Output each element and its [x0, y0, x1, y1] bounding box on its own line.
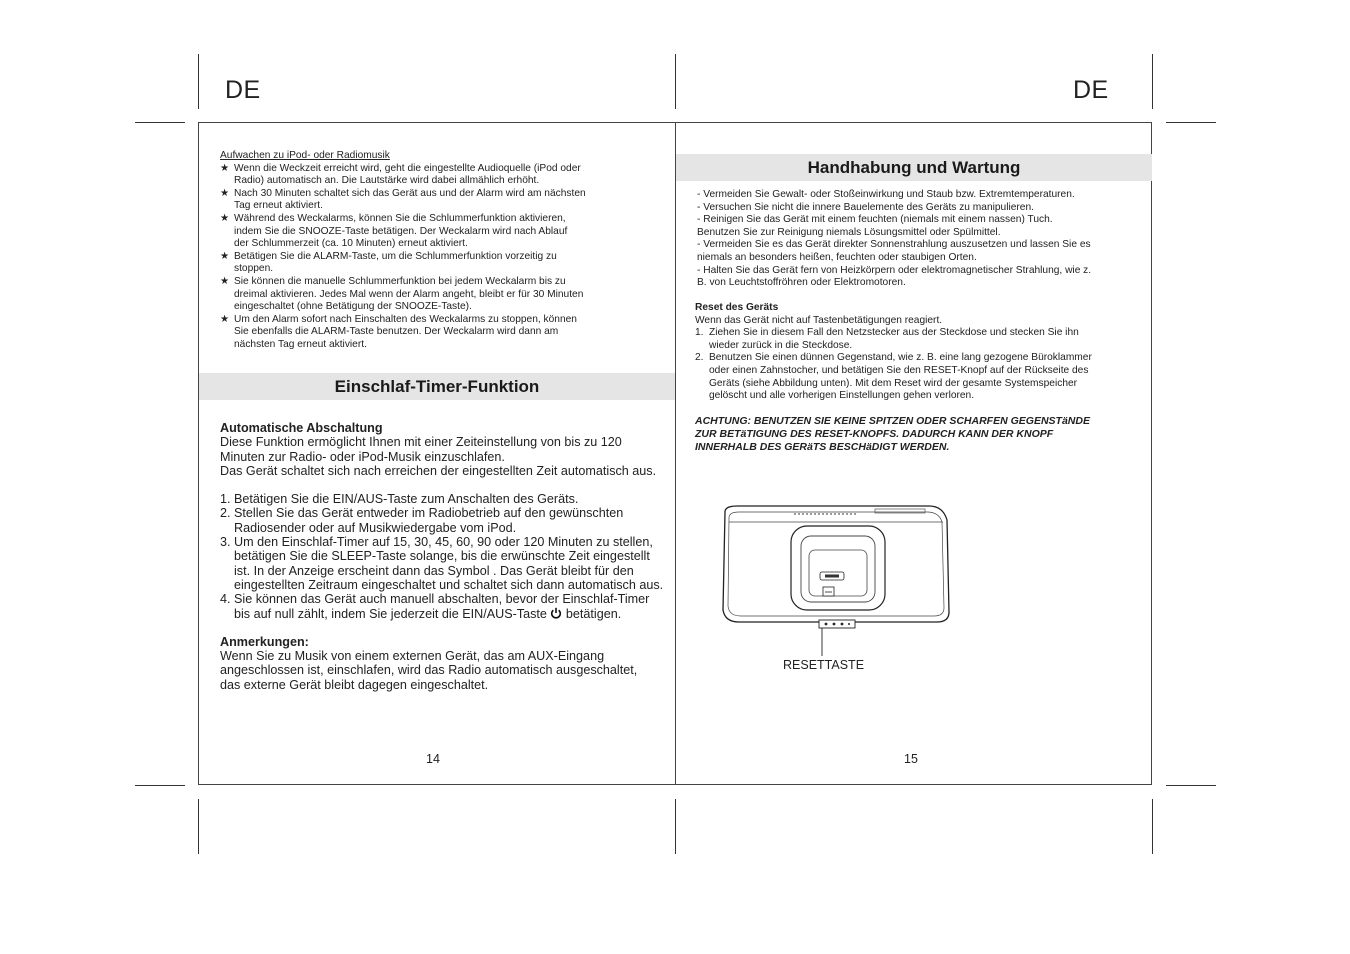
list-item: - Reinigen Sie das Gerät mit einem feuchten (niemals mit einem nassen) Tuch. Benutzen Sie zur Reinigung niemals Lösungsmittel oder Spülmittel.: [697, 214, 1053, 238]
figure-label: RESETTASTE: [783, 658, 865, 672]
list-item: 1. Ziehen Sie in diesem Fall den Netzstecker aus der Steckdose und stecken Sie ihn wieder zurück in die Steckdose.: [695, 327, 1079, 351]
crop-mark: [1152, 54, 1153, 109]
star-bullet-icon: ★: [220, 212, 230, 224]
list-item: 1. Betätigen Sie die EIN/AUS-Taste zum Anschalten des Geräts.: [220, 492, 579, 507]
power-icon: [550, 607, 562, 619]
page-number-right: 15: [904, 752, 918, 766]
list-item: ★ Sie können die manuelle Schlummerfunktion bei jedem Weckalarm bis zu dreimal aktivieren. Jedes Mal wenn der Alarm angeht, bleibt er für 30 Minuten eingeschaltet (ohne Betätigung der SNOOZE-Taste).: [220, 275, 584, 313]
crop-mark: [198, 799, 199, 854]
crop-mark: [1152, 799, 1153, 854]
star-bullet-icon: ★: [220, 162, 230, 174]
section-heading-care: Handhabung und Wartung: [676, 154, 1152, 181]
crop-mark: [135, 785, 185, 786]
warning-text: ACHTUNG: BENUTZEN SIE KEINE SPITZEN ODER SCHARFEN GEGENSTäNDE ZUR BETäTIGUNG DES RESET-KNOPFS. DADURCH KANN DER KNOPF INNERHALB DES GERäTS BESCHäDIGT WERDEN.: [695, 415, 1090, 453]
list-item: ★ Wenn die Weckzeit erreicht wird, geht die eingestellte Audioquelle (iPod oder Radio) automatisch an. Die Lautstärke wird dabei allmählich erhöht.: [220, 162, 581, 187]
reset-title: Reset des Geräts: [695, 302, 779, 313]
docking-speaker-illustration: [715, 500, 955, 660]
crop-mark: [675, 54, 676, 109]
star-bullet-icon: ★: [220, 313, 230, 325]
notes-title: Anmerkungen:: [220, 634, 309, 649]
list-item: ★ Während des Weckalarms, können Sie die Schlummerfunktion aktivieren, indem Sie die SNOOZE-Taste betätigen. Der Weckalarm wird nach Ablauf der Schlummerzeit (ca. 10 Minuten) erneut aktiviert.: [220, 212, 568, 250]
crop-mark: [1166, 122, 1216, 123]
list-item: 2. Benutzen Sie einen dünnen Gegenstand, wie z. B. eine lang gezogene Büroklammer oder einen Zahnstocher, und betätigen Sie den RESET-Knopf auf der Rückseite des Geräts (siehe Abbildung unten). Mit dem Reset wird der gesamte Systemspeicher gelöscht und alle vorherigen Einstellungen gehen verloren.: [695, 352, 1092, 402]
crop-mark: [135, 122, 185, 123]
list-item: 4. Sie können das Gerät auch manuell abschalten, bevor der Einschlaf-Timer bis auf null zählt, indem Sie jederzeit die EIN/AUS-Taste betätigen.: [220, 592, 650, 621]
page-number-left: 14: [426, 752, 440, 766]
reset-section: Reset des Geräts Wenn das Gerät nicht auf Tastenbetätigungen reagiert. 1. Ziehen Sie in diesem Fall den Netzstecker aus der Steckdose und stecken Sie ihn wieder zurück in die Steckdose. 2. Benutzen Sie einen dünnen Gegenstand, wie z. B. eine lang gezogene Büroklammer oder einen Zahnstocher, und betätigen Sie den RESET-Knopf auf der Rückseite des Geräts (siehe Abbildung unten). Mit dem Reset wird der gesamte Systemspeicher gelöscht und alle vorherigen Einstellungen gehen verloren.: [695, 302, 1145, 403]
list-item: - Vermeiden Sie Gewalt- oder Stoßeinwirkung und Staub bzw. Extremtemperaturen.: [697, 189, 1075, 200]
list-item: - Versuchen Sie nicht die innere Bauelemente des Geräts zu manipulieren.: [697, 201, 1034, 213]
list-item: 2. Stellen Sie das Gerät entweder im Radiobetrieb auf den gewünschten Radiosender oder auf Musikwiedergabe vom iPod.: [220, 506, 624, 535]
page-divider: [675, 122, 676, 785]
list-item: 3. Um den Einschlaf-Timer auf 15, 30, 45, 60, 90 oder 120 Minuten zu stellen, betätigen Sie die SLEEP-Taste solange, bis die erwünschte Zeit eingestellt ist. In der Anzeige erscheint dann das Symbol . Das Gerät bleibt für den eingestellten Zeitraum eingeschaltet und schaltet sich dann automatisch aus.: [220, 535, 664, 592]
crop-mark: [675, 799, 676, 854]
list-item: - Halten Sie das Gerät fern von Heizkörpern oder elektromagnetischer Strahlung, wie z. B. von Leuchtstoffröhren oder Elektromotoren.: [697, 264, 1092, 289]
star-bullet-icon: ★: [220, 187, 230, 199]
care-list: [697, 189, 1147, 290]
crop-mark: [1166, 785, 1216, 786]
wake-section: [220, 150, 670, 352]
list-item: ★ Um den Alarm sofort nach Einschalten des Weckalarms zu stoppen, können Sie ebenfalls die ALARM-Taste benutzen. Der Weckalarm wird dann am nächsten Tag erneut aktiviert.: [220, 313, 577, 350]
list-item: ★ Nach 30 Minuten schaltet sich das Gerät aus und der Alarm wird am nächsten Tag erneut aktiviert.: [220, 187, 586, 212]
list-item: ★ Betätigen Sie die ALARM-Taste, um die Schlummerfunktion vorzeitig zu stoppen.: [220, 250, 557, 275]
auto-shutoff-section: Automatische Abschaltung Diese Funktion ermöglicht Ihnen mit einer Zeiteinstellung von bis zu 120 Minuten zur Radio- oder iPod-Musik einzuschlafen. Das Gerät schaltet sich nach erreichen der eingestellten Zeit automatisch aus. 1. Betätigen Sie die EIN/AUS-Taste zum Anschalten des Geräts. 2. Stellen Sie das Gerät entweder im Radiobetrieb auf den gewünschten Radiosender oder auf Musikwiedergabe vom iPod. 3. Um den Einschlaf-Timer auf 15, 30, 45, 60, 90 oder 120 Minuten zu stellen, betätigen Sie die SLEEP-Taste solange, bis die erwünschte Zeit eingestellt ist. In der Anzeige erscheint dann das Symbol . Das Gerät bleibt für den eingestellten Zeitraum eingeschaltet und schaltet sich dann automatisch aus. 4. Sie können das Gerät auch manuell abschalten, bevor der Einschlaf-Timer bis auf null zählt, indem Sie jederzeit die EIN/AUS-Taste betätigen. Anmerkungen: Wenn Sie zu Musik von einem externen Gerät, das am AUX-Eingang angeschlossen ist, einschlafen, wird das Radio automatisch ausgeschaltet, das externe Gerät bleibt dagegen eingeschaltet.: [220, 421, 675, 692]
language-label-right: DE: [1073, 76, 1109, 104]
star-bullet-icon: ★: [220, 275, 230, 287]
auto-shutoff-title: Automatische Abschaltung: [220, 421, 383, 435]
wake-title: Aufwachen zu iPod- oder Radiomusik: [220, 150, 390, 161]
star-bullet-icon: ★: [220, 250, 230, 262]
crop-mark: [198, 54, 199, 109]
language-label-left: DE: [225, 76, 261, 104]
section-heading-sleep-timer: Einschlaf-Timer-Funktion: [199, 373, 675, 400]
list-item: - Vermeiden Sie es das Gerät direkter Sonnenstrahlung auszusetzen und lassen Sie es niemals an besonders heißen, feuchten oder staubigen Orten.: [697, 239, 1091, 263]
